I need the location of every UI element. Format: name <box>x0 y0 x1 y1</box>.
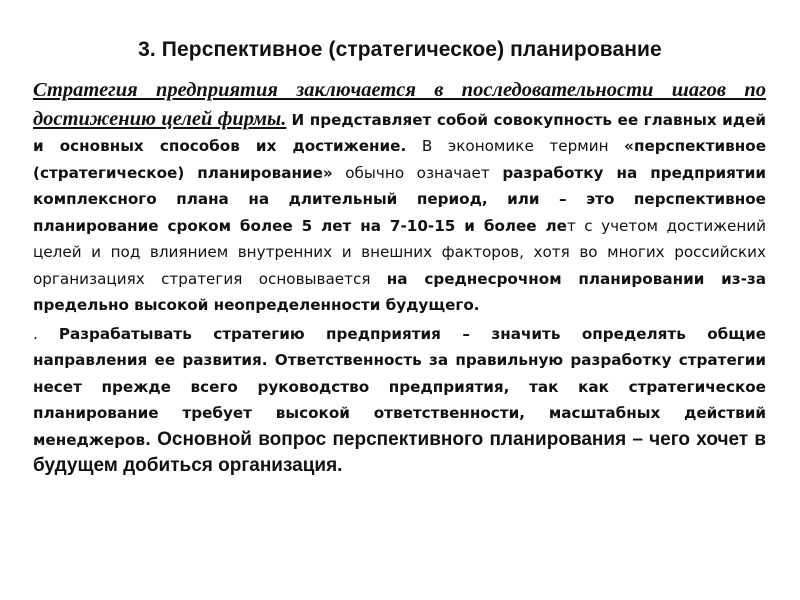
paragraph-strategy-development <box>33 321 766 480</box>
text-run: . <box>33 324 59 343</box>
paragraph-strategy-definition <box>33 76 766 319</box>
text-run: обычно означает <box>332 163 503 182</box>
slide-title: 3. Перспективное (стратегическое) планирование <box>138 38 662 61</box>
text-run: разработку на предприятии комплексного плана на длительный период, или – это перспективное планирование сроком более 5 лет на 7-10-15 и более ле <box>33 163 766 235</box>
text-run: на среднесрочном планировании из-за предельно высокой неопределенности будущего. <box>33 269 767 314</box>
lead-statement: Стратегия предприятия заключается в последовательности шагов по достижению целей фирмы. <box>33 79 766 130</box>
slide-body <box>33 76 766 480</box>
text-run: т с учетом достижений целей и под влиянием внутренних и внешних факторов, хотя во многих российских организациях стратегия основывается <box>33 216 766 288</box>
text-run: И представляет собой совокупность ее главных идей и основных способов их достижение. <box>33 110 767 155</box>
text-run: Разрабатывать стратегию предприятия – значить определять общие направления ее развития. Ответственность за правильную разработку стратегии несет прежде всего руководство предприятия, так как стратегическое планирование требует высокой ответственности, масштабных действий менеджеров. <box>33 324 767 449</box>
term-highlight: «перспективное (стратегическое) планирование» <box>33 137 767 182</box>
text-run: В экономике термин <box>406 137 625 155</box>
key-question: Основной вопрос перспективного планирования – чего хочет в будущем добиться организация. <box>33 428 767 476</box>
